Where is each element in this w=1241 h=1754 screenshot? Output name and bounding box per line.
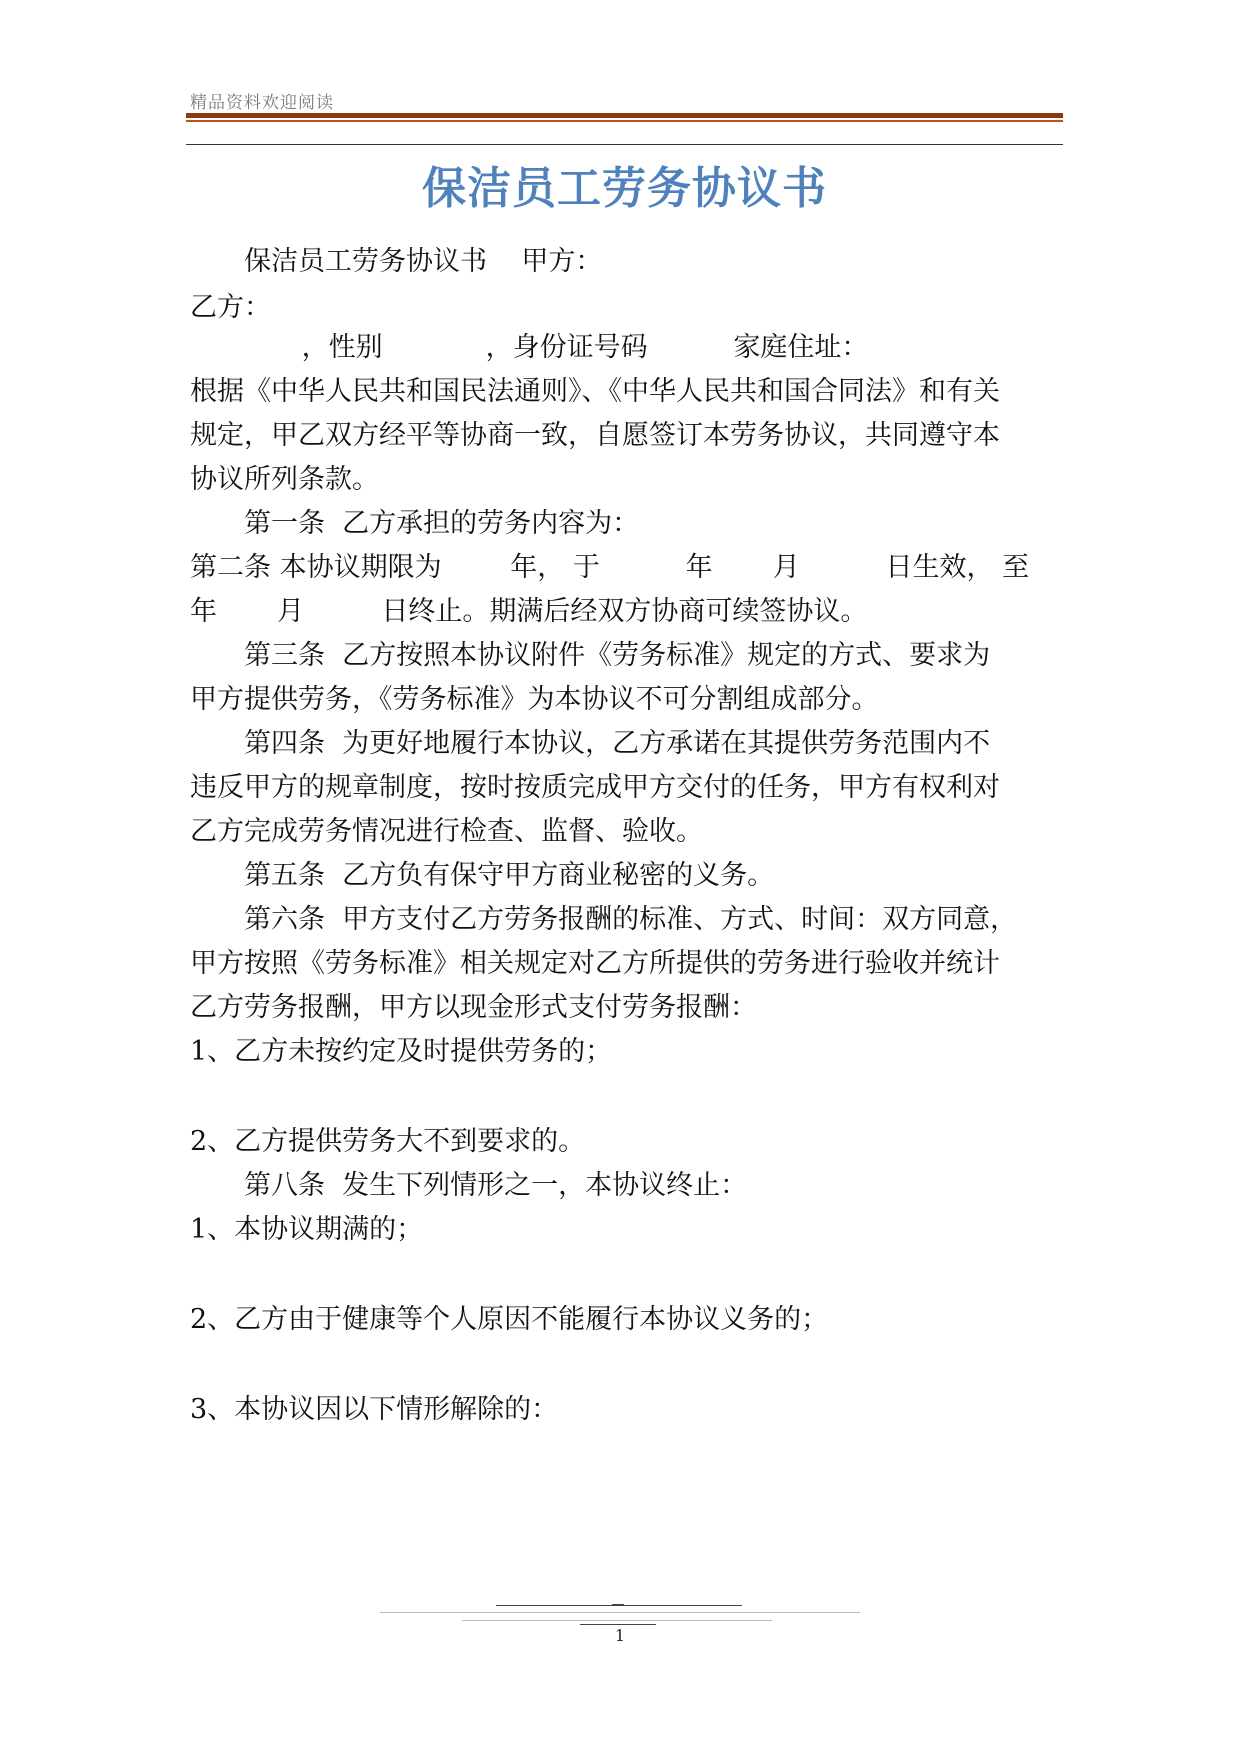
line-basis-3: 协议所列条款。 [190, 464, 379, 495]
line-basis-1: 根据《中华人民共和国民法通则》、《中华人民共和国合同法》和有关 [190, 376, 1000, 407]
line-article-3a: 第三条 乙方按照本协议附件《劳务标准》规定的方式、要求为 [244, 640, 991, 671]
footer-mark [612, 1604, 624, 1606]
line-item-1: 1、乙方未按约定及时提供劳务的； [190, 1036, 613, 1067]
line-item-2: 2、乙方提供劳务大不到要求的。 [190, 1126, 586, 1157]
line-article-6b: 甲方按照《劳务标准》相关规定对乙方所提供的劳务进行验收并统计 [190, 948, 1000, 979]
footer-rule-mid [462, 1620, 772, 1621]
line-article-1: 第一条 乙方承担的劳务内容为： [244, 508, 640, 539]
line-termination-1: 1、本协议期满的； [190, 1214, 424, 1245]
line-party-b: 乙方： [190, 292, 271, 323]
line-article-8: 第八条 发生下列情形之一，本协议终止： [244, 1170, 748, 1201]
line-termination-3: 3、本协议因以下情形解除的： [190, 1394, 559, 1425]
document-title: 保洁员工劳务协议书 [422, 163, 827, 214]
line-article-2b: 年 月 日终止。期满后经双方协商可续签协议。 [190, 596, 868, 627]
line-article-4a: 第四条 为更好地履行本协议，乙方承诺在其提供劳务范围内不 [244, 728, 991, 759]
line-article-5: 第五条 乙方负有保守甲方商业秘密的义务。 [244, 860, 775, 891]
header-rule-thick [186, 113, 1063, 118]
line-article-3b: 甲方提供劳务，《劳务标准》为本协议不可分割组成部分。 [190, 684, 879, 715]
page-number: 1 [614, 1626, 626, 1645]
line-article-4b: 违反甲方的规章制度，按时按质完成甲方交付的任务，甲方有权利对 [190, 772, 1000, 803]
line-article-4c: 乙方完成劳务情况进行检查、监督、验收。 [190, 816, 703, 847]
line-article-2a: 第二条 本协议期限为 年， 于 年 月 日生效， 至 [190, 552, 1030, 583]
header-label: 精品资料欢迎阅读 [190, 93, 334, 113]
footer-rule-short [580, 1624, 656, 1625]
footer-rule-wide [380, 1612, 860, 1613]
header-rule-accent [186, 120, 1063, 122]
line-intro: 保洁员工劳务协议书 甲方： [244, 246, 603, 277]
line-party-b-details: ，性别 ，身份证号码 家庭住址： [190, 332, 869, 363]
line-article-6c: 乙方劳务报酬，甲方以现金形式支付劳务报酬： [190, 992, 757, 1023]
line-basis-2: 规定，甲乙双方经平等协商一致，自愿签订本劳务协议，共同遵守本 [190, 420, 1000, 451]
header-rule-thin [186, 144, 1063, 145]
line-article-6a: 第六条 甲方支付乙方劳务报酬的标准、方式、时间：双方同意， [244, 904, 1018, 935]
line-termination-2: 2、乙方由于健康等个人原因不能履行本协议义务的； [190, 1304, 829, 1335]
